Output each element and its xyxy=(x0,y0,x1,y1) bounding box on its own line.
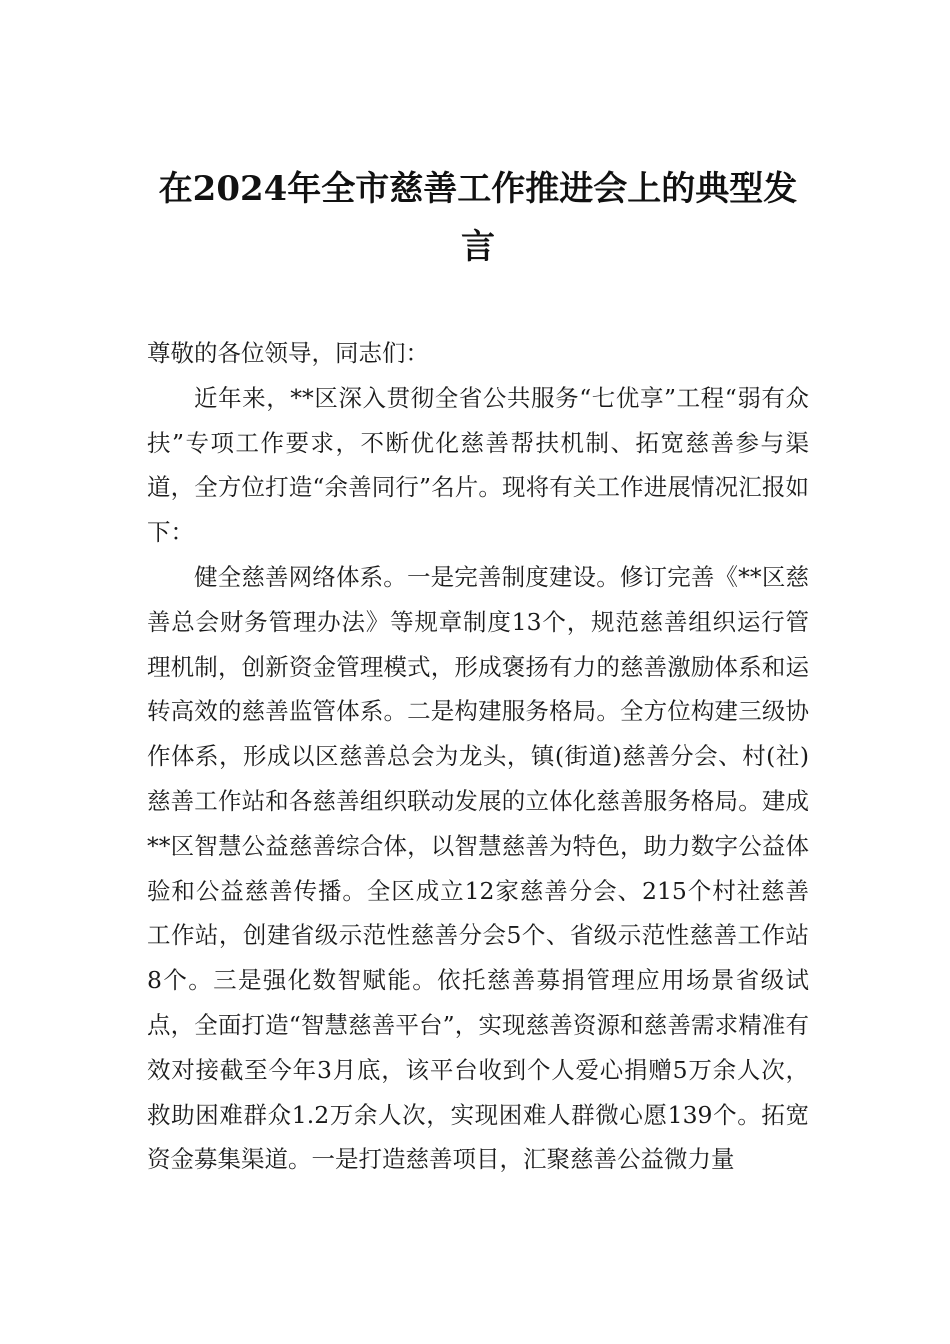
salutation: 尊敬的各位领导，同志们： xyxy=(147,339,429,367)
document-body xyxy=(147,331,809,1182)
paragraph-intro: 近年来，**区深入贯彻全省公共服务“七优享”工程“弱有众扶”专项工作要求，不断优化慈善帮扶机制、拓宽慈善参与渠道，全方位打造“余善同行”名片。现将有关工作进展情况汇报如下： xyxy=(147,383,809,547)
paragraph-network-system: 健全慈善网络体系。一是完善制度建设。修订完善《**区慈善总会财务管理办法》等规章制度13个，规范慈善组织运行管理机制，创新资金管理模式，形成褒扬有力的慈善激励体系和运转高效的慈善监管体系。二是构建服务格局。全方位构建三级协作体系，形成以区慈善总会为龙头，镇(街道)慈善分会、村(社)慈善工作站和各慈善组织联动发展的立体化慈善服务格局。建成**区智慧公益慈善综合体，以智慧慈善为特色，助力数字公益体验和公益慈善传播。全区成立12家慈善分会、215个村社慈善工作站，创建省级示范性慈善分会5个、省级示范性慈善工作站8个。三是强化数智赋能。依托慈善募捐管理应用场景省级试点，全面打造“智慧慈善平台”，实现慈善资源和慈善需求精准有效对接截至今年3月底，该平台收到个人爱心捐赠5万余人次，救助困难群众1.2万余人次，实现困难人群微心愿139个。拓宽资金募集渠道。一是打造慈善项目，汇聚慈善公益微力量 xyxy=(147,562,809,1174)
document-title: 在2024年全市慈善工作推进会上的典型发言 xyxy=(158,169,798,267)
